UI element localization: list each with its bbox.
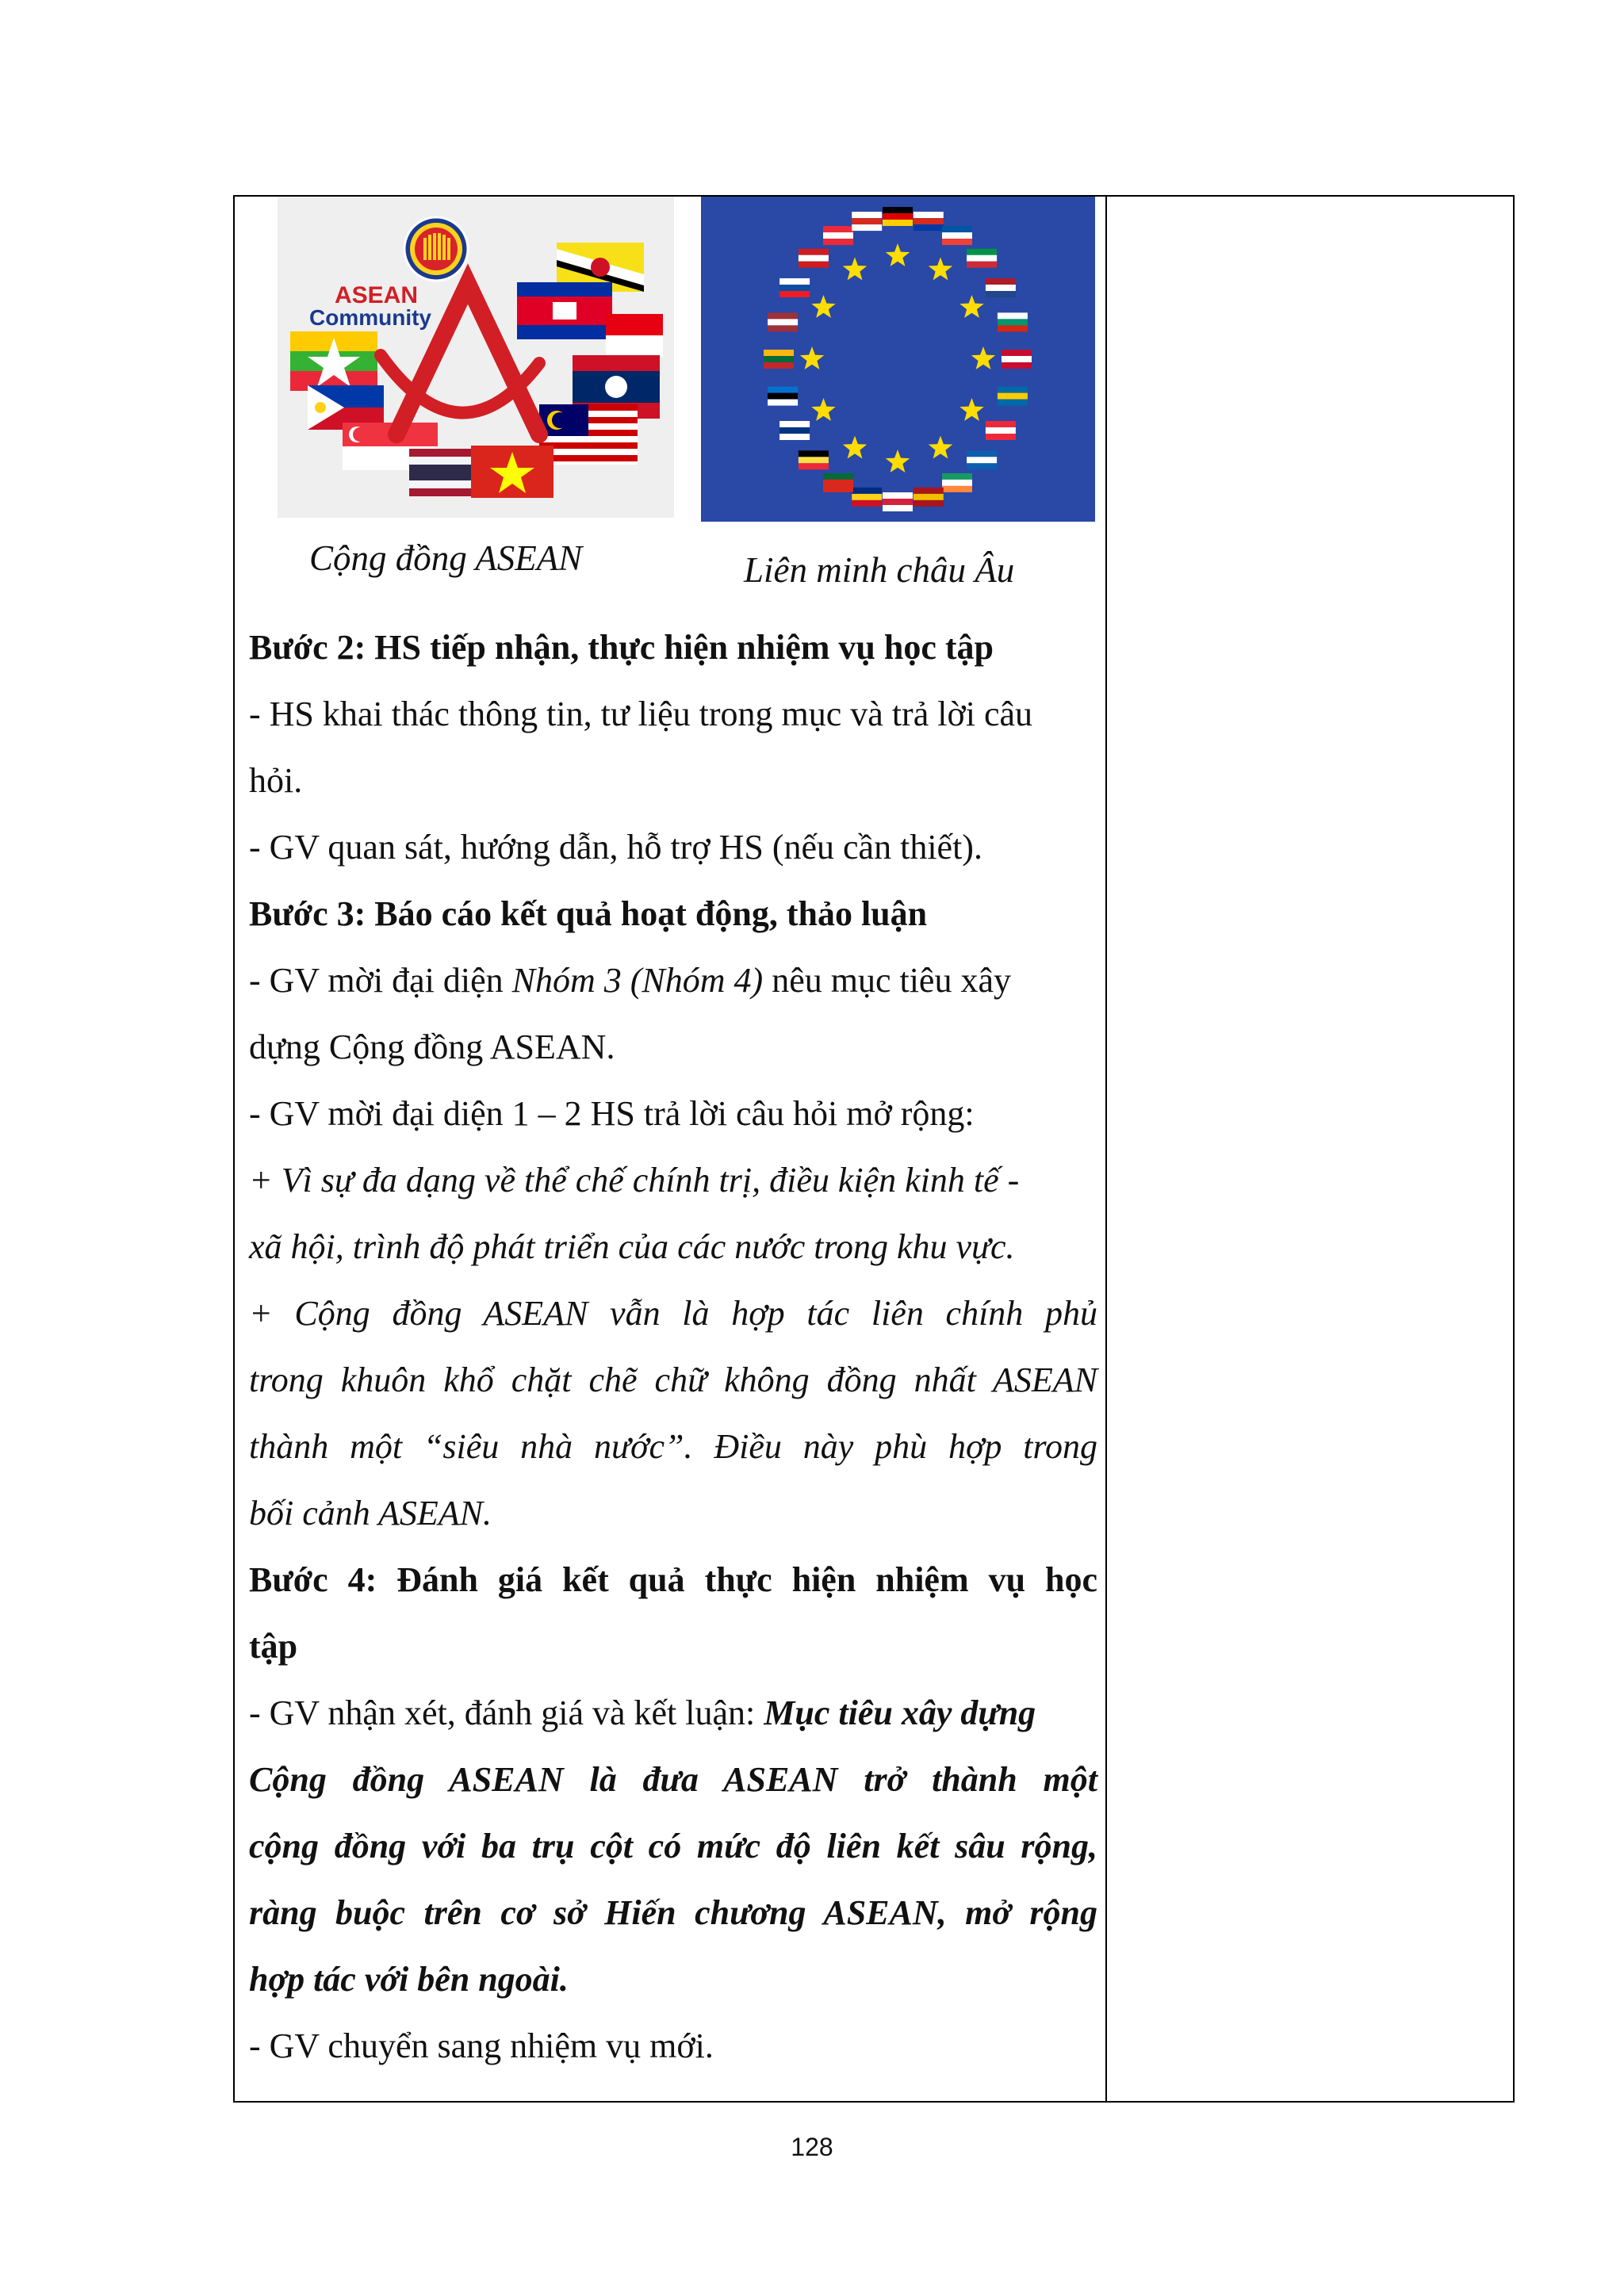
step4-line1	[249, 1680, 1097, 1747]
activity-column	[249, 197, 1097, 2101]
eu-star-icon	[929, 257, 952, 280]
asean-logo-text: ASEAN	[335, 282, 419, 308]
step3-heading: Bước 3: Báo cáo kết quả hoạt động, thảo luận	[249, 894, 928, 933]
step4-heading-a: Bước 4: Đánh giá kết quả thực hiện nhiệm vụ học	[249, 1560, 1097, 1599]
eu-star-icon	[959, 398, 983, 421]
member-flag	[942, 473, 972, 492]
step4-line2: - GV chuyển sang nhiệm vụ mới.	[249, 2026, 714, 2065]
member-flag	[779, 421, 810, 440]
step4-line1-pre: - GV nhận xét, đánh giá và kết luận:	[249, 1693, 764, 1732]
step3-line1a	[249, 947, 1097, 1014]
member-flag	[852, 212, 882, 231]
lesson-body	[249, 614, 1097, 2080]
step3-line1b: dựng Cộng đồng ASEAN.	[249, 1027, 615, 1066]
step3-line2: - GV mời đại diện 1 – 2 HS trả lời câu hỏi mở rộng:	[249, 1094, 975, 1133]
conclusion-start: Mục tiêu xây dựng	[764, 1693, 1036, 1732]
community-logo-text: Community	[309, 305, 431, 330]
answer2-line-c: thành một “siêu nhà nước”. Điều này phù hợp trong	[249, 1427, 1097, 1466]
member-flag	[998, 312, 1028, 331]
step2-line2: - GV quan sát, hướng dẫn, hỗ trợ HS (nếu cần thiết).	[249, 828, 982, 867]
step2-heading: Bước 2: HS tiếp nhận, thực hiện nhiệm vụ học tập	[249, 628, 994, 667]
member-flag	[914, 212, 944, 231]
eu-star-icon	[971, 346, 995, 369]
eu-flags-image	[701, 197, 1095, 522]
eu-caption: Liên minh châu Âu	[744, 550, 1015, 590]
lesson-table	[233, 195, 1515, 2103]
member-flag	[986, 278, 1016, 297]
step3-group-ref: Nhóm 3 (Nhóm 4)	[511, 961, 764, 1000]
member-flag	[998, 387, 1028, 406]
member-flag	[768, 387, 798, 406]
member-flag	[823, 473, 853, 492]
conclusion-line-e: hợp tác với bên ngoài.	[249, 1960, 569, 1999]
eu-star-icon	[886, 450, 910, 473]
member-flag	[883, 492, 913, 511]
conclusion-line-b: Cộng đồng ASEAN là đưa ASEAN trở thành một	[249, 1760, 1097, 1799]
answer2-line-a: + Cộng đồng ASEAN vẫn là hợp tác liên chính phủ	[249, 1294, 1097, 1333]
eu-star-icon	[811, 295, 835, 318]
conclusion-line-c: cộng đồng với ba trụ cột có mức độ liên kết sâu rộng,	[249, 1827, 1097, 1866]
answer1-line-b: xã hội, trình độ phát triển của các nước trong khu vực.	[249, 1227, 1015, 1266]
member-flag	[967, 450, 997, 469]
member-flag	[986, 421, 1016, 440]
member-flag	[799, 450, 829, 469]
column-divider	[1105, 197, 1107, 2101]
member-flag	[942, 226, 972, 245]
member-flag	[1002, 350, 1032, 369]
eu-star-icon	[800, 346, 824, 369]
asean-caption: Cộng đồng ASEAN	[309, 538, 583, 578]
step4-heading-b: tập	[249, 1627, 298, 1666]
member-flag	[852, 488, 882, 507]
eu-star-icon	[959, 295, 983, 318]
page-number: 128	[791, 2133, 833, 2161]
member-flag	[914, 488, 944, 507]
member-flag	[883, 207, 913, 226]
eu-star-icon	[811, 398, 835, 421]
conclusion-line-d: ràng buộc trên cơ sở Hiến chương ASEAN, mở rộng	[249, 1893, 1097, 1932]
member-flag	[768, 312, 798, 331]
answer2-line-d: bối cảnh ASEAN.	[249, 1494, 492, 1533]
member-flag	[779, 278, 810, 297]
eu-star-icon	[886, 243, 910, 266]
step2-line1a: - HS khai thác thông tin, tư liệu trong mục và trả lời câu	[249, 695, 1033, 733]
asean-community-image	[278, 197, 674, 518]
member-flag	[799, 249, 829, 268]
member-flag	[764, 350, 794, 369]
eu-star-icon	[929, 436, 952, 459]
answer1-line-a: + Vì sự đa dạng về thể chế chính trị, điều kiện kinh tế -	[249, 1161, 1020, 1200]
member-flag	[823, 226, 853, 245]
step3-line1-post: nêu mục tiêu xây	[763, 961, 1011, 1000]
answer2-line-b: trong khuôn khổ chặt chẽ chữ không đồng nhất ASEAN	[249, 1360, 1097, 1399]
step3-line1-pre: - GV mời đại diện	[249, 961, 512, 1000]
member-flag	[967, 249, 997, 268]
step2-line1b: hỏi.	[249, 761, 303, 800]
eu-star-icon	[843, 257, 867, 280]
eu-star-icon	[843, 436, 867, 459]
